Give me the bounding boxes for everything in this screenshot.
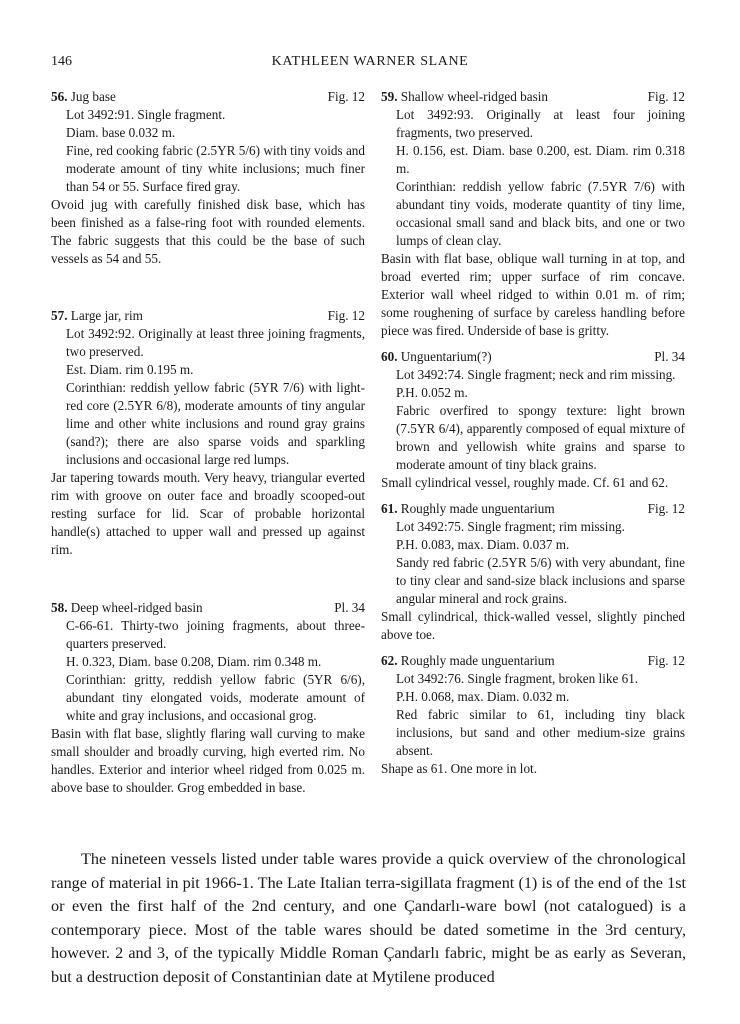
entry-detail: Fabric overfired to spongy texture: light brown (7.5YR 6/4), apparently composed of equal mixture of brown and yellowish white grains and sparse to moderate amount of tiny black grains.	[396, 403, 685, 472]
entry-number: 59.	[381, 89, 398, 104]
entry-detail: Corinthian: reddish yellow fabric (7.5YR 7/6) with abundant tiny voids, moderate quantity of tiny lime, occasional small sand and black bits, and one or two lumps of clean clay.	[396, 179, 685, 248]
catalog-entry	[51, 88, 365, 268]
catalog-entry	[381, 500, 685, 644]
entry-detail: Est. Diam. rim 0.195 m.	[66, 362, 194, 377]
entry-description: Small cylindrical, thick-walled vessel, slightly pinched above toe.	[381, 609, 685, 642]
entry-detail: Lot 3492:75. Single fragment; rim missing.	[396, 519, 625, 534]
catalog-entry	[381, 652, 685, 778]
entry-detail: P.H. 0.083, max. Diam. 0.037 m.	[396, 537, 570, 552]
entry-detail: Lot 3492:92. Originally at least three joining fragments, two preserved.	[66, 326, 365, 359]
entry-number: 56.	[51, 89, 68, 104]
entry-number: 58.	[51, 600, 68, 615]
catalog-entry	[381, 348, 685, 492]
entry-detail: P.H. 0.052 m.	[396, 385, 468, 400]
entry-detail: Fine, red cooking fabric (2.5YR 5/6) with tiny voids and moderate amount of tiny white inclusions; much finer than 54 or 55. Surface fired gray.	[66, 143, 365, 194]
entry-description: Basin with flat base, oblique wall turning in at top, and broad everted rim; upper surface of rim concave. Exterior wall wheel ridged to within 0.01 m. of rim; some roughening of surface by careless handling before piece was fired. Underside of base is gritty.	[381, 251, 685, 338]
entry-name: Roughly made unguentarium	[400, 653, 555, 668]
entry-number: 61.	[381, 501, 398, 516]
left-column	[51, 88, 365, 797]
entry-ref: Fig. 12	[647, 501, 685, 516]
entry-detail: Red fabric similar to 61, including tiny black inclusions, but sand and other medium-size grains absent.	[396, 707, 685, 758]
entry-detail: H. 0.156, est. Diam. base 0.200, est. Diam. rim 0.318 m.	[396, 143, 685, 176]
entry-detail: H. 0.323, Diam. base 0.208, Diam. rim 0.348 m.	[66, 654, 322, 669]
running-title: KATHLEEN WARNER SLANE	[271, 54, 469, 69]
entry-description: Small cylindrical vessel, roughly made. Cf. 61 and 62.	[381, 475, 669, 490]
entry-number: 60.	[381, 349, 398, 364]
entry-description: Jar tapering towards mouth. Very heavy, triangular everted rim with groove on outer face and broadly scooped-out resting surface for lid. Scar of probable horizontal handle(s) attached to upper wall and pressed up against rim.	[51, 470, 365, 557]
entry-ref: Fig. 12	[327, 308, 365, 323]
entry-name: Unguentarium(?)	[400, 349, 492, 364]
entry-description: Shape as 61. One more in lot.	[381, 761, 538, 776]
entry-name: Roughly made unguentarium	[400, 501, 555, 516]
entry-ref: Pl. 34	[654, 349, 685, 364]
entry-ref: Fig. 12	[647, 89, 685, 104]
page-header	[0, 54, 740, 72]
entry-detail: C-66-61. Thirty-two joining fragments, about three-quarters preserved.	[66, 618, 365, 651]
catalog-entry	[381, 88, 685, 340]
entry-detail: P.H. 0.068, max. Diam. 0.032 m.	[396, 689, 570, 704]
entry-detail: Sandy red fabric (2.5YR 5/6) with very abundant, fine to tiny clear and sand-size black inclusions and sparse angular mineral and rock grains.	[396, 555, 685, 606]
entry-detail: Lot 3492:74. Single fragment; neck and rim missing.	[396, 367, 676, 382]
entry-detail: Corinthian: reddish yellow fabric (5YR 7/6) with light-red core (2.5YR 6/8), moderate amounts of tiny angular lime and other white inclusions and round gray grains (sand?); there are also sparse voids and sparkling inclusions and occasional large red lumps.	[66, 380, 365, 467]
entry-description: Ovoid jug with carefully finished disk base, which has been finished as a false-ring foot with rounded elements. The fabric suggests that this could be the base of such vessels as 54 and 55.	[51, 197, 365, 266]
entry-detail: Lot 3492:76. Single fragment, broken like 61.	[396, 671, 639, 686]
body-text: The nineteen vessels listed under table wares provide a quick overview of the chronological range of material in pit 1966-1. The Late Italian terra-sigillata fragment (1) is of the end of the 1st or even the first half of the 2nd century, and one Çandarlı-ware bowl (not catalogued) is a contemporary piece. Most of the table wares should be dated sometime in the 3rd century, however. 2 and 3, of the typically Middle Roman Çandarlı fabric, might be as early as Severan, but a destruction deposit of Constantinian date at Mytilene produced	[51, 850, 686, 986]
entry-detail: Lot 3492:93. Originally at least four joining fragments, two preserved.	[396, 107, 685, 140]
entry-name: Deep wheel-ridged basin	[70, 600, 203, 615]
entry-name: Jug base	[70, 89, 116, 104]
entry-ref: Fig. 12	[327, 89, 365, 104]
entry-ref: Pl. 34	[334, 600, 365, 615]
page-number: 146	[51, 54, 72, 69]
entry-ref: Fig. 12	[647, 653, 685, 668]
entry-name: Shallow wheel-ridged basin	[400, 89, 549, 104]
entry-detail: Diam. base 0.032 m.	[66, 125, 176, 140]
catalog-entry	[51, 599, 365, 797]
entry-description: Basin with flat base, slightly flaring wall curving to make small shoulder and broadly curving, high everted rim. No handles. Exterior and interior wheel ridged from 0.025 m. above base to shoulder. Grog embedded in base.	[51, 726, 365, 795]
catalog-entry	[51, 307, 365, 559]
body-paragraph	[51, 848, 686, 989]
right-column	[381, 88, 685, 778]
entry-number: 57.	[51, 308, 68, 323]
entry-name: Large jar, rim	[70, 308, 143, 323]
entry-number: 62.	[381, 653, 398, 668]
entry-detail: Lot 3492:91. Single fragment.	[66, 107, 226, 122]
entry-detail: Corinthian: gritty, reddish yellow fabric (5YR 6/6), abundant tiny elongated voids, moderate amount of white and gray inclusions, and occasional grog.	[66, 672, 365, 723]
